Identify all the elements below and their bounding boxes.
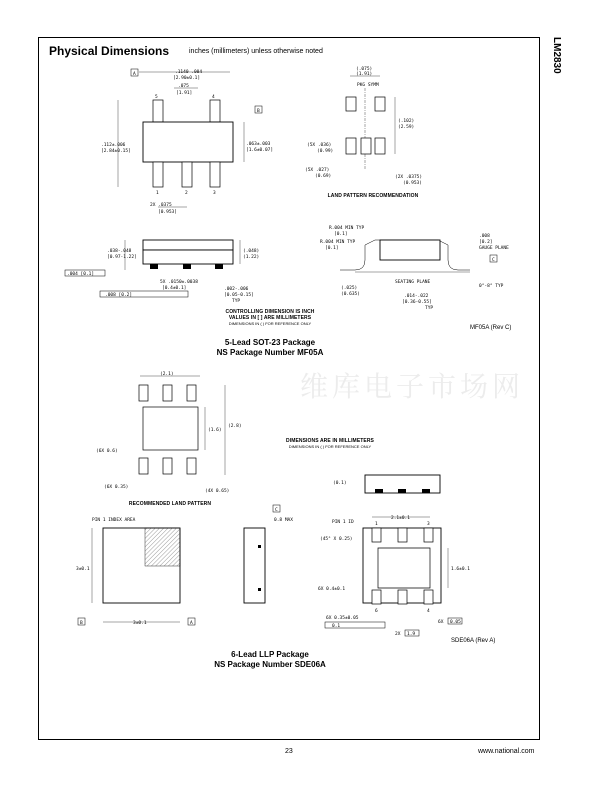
pkg1-title-line2: NS Package Number MF05A bbox=[216, 348, 324, 357]
pkg2-revision: SDE06A (Rev A) bbox=[451, 638, 496, 644]
height-right-mm: [1.6±0.07] bbox=[246, 148, 274, 153]
detail-angle-label: 0°-8° TYP bbox=[479, 284, 504, 289]
height-left-mm: [2.84±0.15] bbox=[101, 149, 131, 154]
datum-c-label: C bbox=[492, 258, 495, 263]
datum-b-label: B bbox=[257, 109, 260, 114]
llp-top-view bbox=[76, 517, 195, 626]
side-right-mm: (1.22) bbox=[243, 255, 260, 260]
llp-thin-side bbox=[244, 505, 293, 603]
page-number: 23 bbox=[285, 748, 293, 755]
llp-thermal-pad bbox=[143, 407, 198, 450]
section-title: Physical Dimensions bbox=[49, 44, 170, 58]
llp-max-height: 0.8 MAX bbox=[274, 518, 293, 523]
pkg2-title-line1: 6-Lead LLP Package bbox=[231, 650, 309, 659]
pin4-label: 4 bbox=[212, 95, 215, 100]
llp-lp-pad-w: (6X 0.6) bbox=[96, 449, 118, 454]
detail-r1-mm: [0.1] bbox=[334, 232, 348, 237]
lp-right-label: (.102) bbox=[398, 119, 415, 124]
llp-bottom-tol-label: 6X bbox=[438, 620, 444, 625]
lp-left2-mm: (0.69) bbox=[315, 174, 332, 179]
llp-bottom-view bbox=[318, 515, 470, 637]
pin5-label: 5 bbox=[155, 95, 158, 100]
sot23-body bbox=[143, 122, 233, 162]
llp-pin1-id: PIN 1 ID bbox=[332, 520, 354, 525]
pin2-label: 2 bbox=[185, 191, 188, 196]
detail-gauge-mm: [0.2] bbox=[479, 240, 493, 245]
llp-pad-tol: 0.1 bbox=[332, 624, 341, 629]
llp-pin1-num: 1 bbox=[375, 522, 378, 527]
side-bottom-label: .002-.006 bbox=[224, 287, 249, 292]
top-width-mm: [2.90±0.1] bbox=[173, 76, 201, 81]
lp-bottom-mm: (0.953) bbox=[403, 181, 422, 186]
llp-datum-b: B bbox=[80, 621, 83, 626]
llp-bottom-tol: 0.05 bbox=[450, 620, 461, 625]
llp-lp-outer: (2.8) bbox=[228, 424, 242, 429]
llp-top-size: 3±0.1 bbox=[76, 567, 90, 572]
llp-top-width: 3±0.1 bbox=[133, 621, 147, 626]
land-pattern-caption: LAND PATTERN RECOMMENDATION bbox=[327, 193, 419, 199]
side-height-label: .038-.048 bbox=[107, 249, 132, 254]
llp-side-view bbox=[333, 475, 440, 493]
flatness-label: .004 [0.1] bbox=[67, 272, 95, 277]
detail-gauge-label: .008 bbox=[479, 234, 490, 239]
detail-foot-mm: [0.36-0.55] bbox=[402, 300, 432, 305]
height-right-label: .063±.003 bbox=[246, 142, 271, 147]
controlling-dim-2: VALUES IN [ ] ARE MILLIMETERS bbox=[228, 315, 312, 321]
llp-pad-width: 6X 0.35±0.05 bbox=[326, 616, 359, 621]
pin-pitch-label: .075 bbox=[178, 84, 189, 89]
website-link[interactable]: www.national.com bbox=[478, 748, 535, 755]
sot23-top-view bbox=[101, 69, 273, 215]
llp-pad-h: 1.6±0.1 bbox=[451, 567, 470, 572]
llp-pitch: 2X bbox=[395, 632, 401, 637]
side-height-mm: [0.97-1.22] bbox=[107, 255, 137, 260]
side-part-label: LM2830 bbox=[551, 37, 562, 74]
pin-pitch-mm: [1.91] bbox=[176, 91, 193, 96]
lp-top-label: (.075) bbox=[356, 67, 373, 72]
detail-r2-label: R.004 MIN TYP bbox=[320, 240, 356, 245]
gauge-plane-label: GAUGE PLANE bbox=[479, 246, 509, 251]
llp-lp-pad-h: (6X 0.35) bbox=[104, 485, 129, 490]
pkg2-title-line2: NS Package Number SDE06A bbox=[214, 660, 326, 669]
llp-dims-caption: DIMENSIONS ARE IN MILLIMETERS bbox=[286, 438, 374, 444]
detail-foot-label: .014-.022 bbox=[404, 294, 429, 299]
position-label: .008 [0.2] bbox=[105, 293, 133, 298]
pkg2-title bbox=[180, 650, 360, 670]
bottom-pitch-mm: [0.953] bbox=[158, 210, 177, 215]
pin1-label: 1 bbox=[156, 191, 159, 196]
typ-label: TYP bbox=[232, 299, 241, 304]
bottom-pitch-label: 2X .0375 bbox=[150, 203, 172, 208]
detail-len-label: (.025) bbox=[341, 286, 358, 291]
sot23-detail-view bbox=[320, 225, 509, 311]
llp-pitch-val: 1.9 bbox=[407, 632, 416, 637]
llp-datum-c: C bbox=[275, 508, 278, 513]
side-pitch-mm: [0.4±0.1] bbox=[162, 286, 187, 291]
llp-exposed-pad bbox=[378, 548, 430, 588]
controlling-dim-1: CONTROLLING DIMENSION IS INCH bbox=[225, 309, 315, 315]
llp-datum-a: A bbox=[190, 621, 193, 626]
llp-pin3-num: 3 bbox=[427, 522, 430, 527]
llp-land-pattern bbox=[96, 371, 242, 494]
detail-typ-label: TYP bbox=[425, 306, 434, 311]
llp-pad-w: 2.1±0.1 bbox=[391, 516, 410, 521]
pkg1-title-line1: 5-Lead SOT-23 Package bbox=[224, 338, 316, 347]
lp-left-label: (5X .036) bbox=[307, 143, 332, 148]
llp-pin4-num: 4 bbox=[427, 609, 430, 614]
sot23-land-pattern bbox=[305, 66, 422, 186]
section-subtitle: inches (millimeters) unless otherwise noted bbox=[189, 48, 323, 55]
datum-a-label: A bbox=[133, 72, 136, 77]
lp-right-mm: (2.59) bbox=[398, 125, 415, 130]
side-bottom-mm: [0.05-0.15] bbox=[224, 293, 254, 298]
llp-lp-width: (2.1) bbox=[160, 372, 174, 377]
height-left-label: .112±.006 bbox=[101, 143, 126, 148]
detail-r1-label: R.004 MIN TYP bbox=[329, 226, 365, 231]
lp-left2-label: (5X .027) bbox=[305, 168, 330, 173]
side-pitch-label: 5X .0150±.0038 bbox=[160, 280, 198, 285]
detail-r2-mm: [0.1] bbox=[325, 246, 339, 251]
llp-lp-inner: (1.6) bbox=[208, 428, 222, 433]
lp-bottom-label: (2X .0375) bbox=[395, 175, 423, 180]
sot23-side-view bbox=[65, 240, 259, 304]
top-width-label: .1140 .004 bbox=[175, 70, 203, 75]
llp-pin1-index: PIN 1 INDEX AREA bbox=[92, 518, 136, 523]
llp-recommended-caption: RECOMMENDED LAND PATTERN bbox=[128, 501, 212, 507]
llp-lp-pitch: (4X 0.65) bbox=[205, 489, 230, 494]
lp-sym-label: PKG SYMM bbox=[357, 83, 379, 88]
seating-plane-label: SEATING PLANE bbox=[395, 280, 431, 285]
side-right-label: (.048) bbox=[243, 249, 260, 254]
controlling-dim-3: DIMENSIONS IN ( ) FOR REFERENCE ONLY bbox=[228, 321, 312, 326]
llp-side-h: (0.1) bbox=[333, 481, 347, 486]
llp-pin6-num: 6 bbox=[375, 609, 378, 614]
pkg1-revision: MF05A (Rev C) bbox=[470, 325, 512, 331]
llp-pad-len: 6X 0.4±0.1 bbox=[318, 587, 346, 592]
llp-chamfer: (45° X 0.25) bbox=[320, 537, 353, 542]
llp-dims-sub: DIMENSIONS IN ( ) FOR REFERENCE ONLY bbox=[288, 444, 372, 449]
pkg1-title bbox=[180, 338, 360, 358]
pin3-label: 3 bbox=[213, 191, 216, 196]
watermark: 维库电子市场网 bbox=[300, 370, 525, 403]
detail-len-mm: (0.635) bbox=[341, 292, 360, 297]
lp-top-mm: (1.91) bbox=[356, 72, 373, 77]
lp-left-mm: (0.99) bbox=[317, 149, 334, 154]
